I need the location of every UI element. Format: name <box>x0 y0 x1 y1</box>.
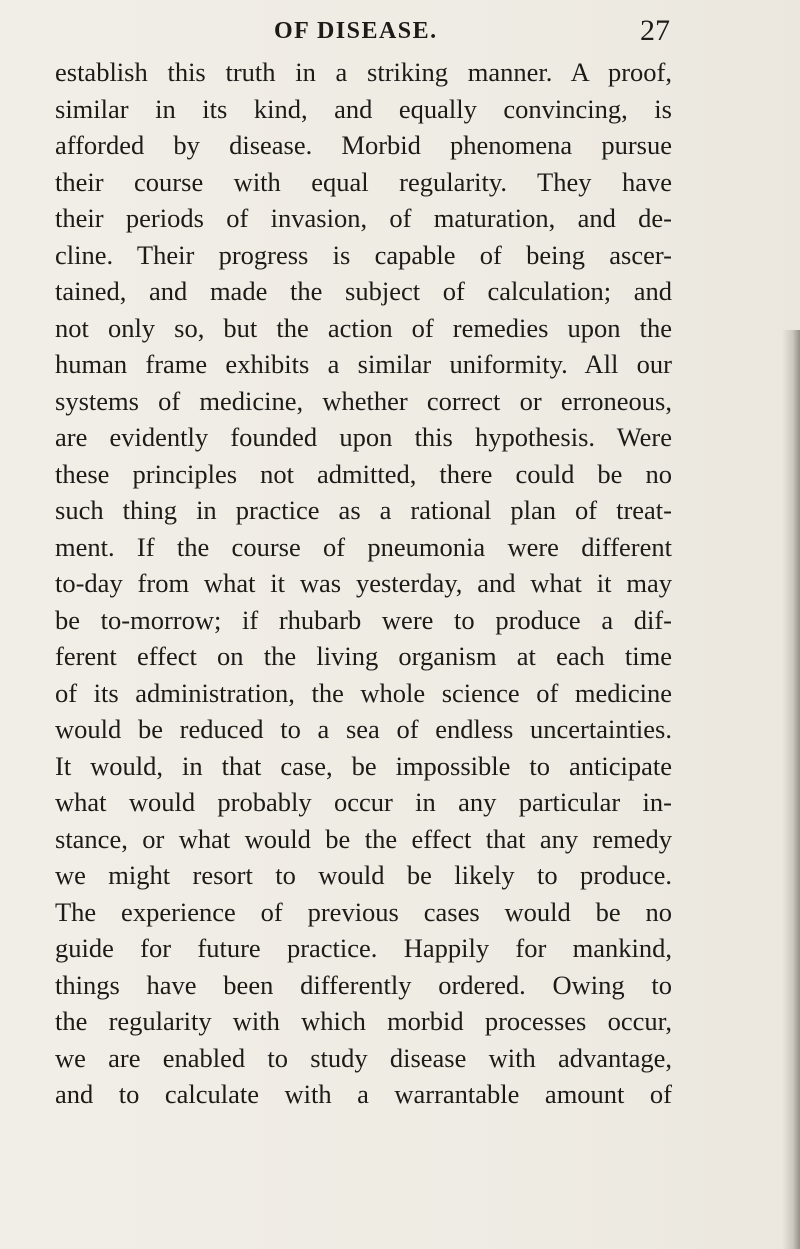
text-line: the regularity with which morbid processes occur, <box>55 1006 672 1036</box>
text-line: we are enabled to study disease with advantage, <box>55 1042 672 1073</box>
text-line: things have been differently ordered. Owing to <box>55 969 672 1000</box>
text-line: ferent effect on the living organism at each time <box>55 641 672 671</box>
body-text <box>55 54 672 1113</box>
page-edge-shadow <box>782 330 800 1249</box>
text-line: would be reduced to a sea of endless uncertainties. <box>55 714 672 744</box>
page-number: 27 <box>640 14 670 47</box>
running-head-title: OF DISEASE. <box>274 18 438 44</box>
text-line: their course with equal regularity. They have <box>55 166 672 197</box>
running-head <box>0 10 800 50</box>
text-line: we might resort to would be likely to produce. <box>55 860 672 890</box>
text-line: guide for future practice. Happily for mankind, <box>55 933 672 963</box>
text-line: systems of medicine, whether correct or erroneous, <box>55 385 672 416</box>
text-line: of its administration, the whole science of medicine <box>55 677 672 708</box>
text-line: cline. Their progress is capable of being ascer- <box>55 239 672 270</box>
text-line: be to-morrow; if rhubarb were to produce a dif- <box>55 604 672 635</box>
text-line: not only so, but the action of remedies upon the <box>55 312 672 343</box>
text-line: and to calculate with a warrantable amount of <box>55 1079 672 1109</box>
text-line: are evidently founded upon this hypothesis. Were <box>55 422 672 452</box>
text-line: human frame exhibits a similar uniformity. All our <box>55 349 672 379</box>
text-line: tained, and made the subject of calculation; and <box>55 276 672 306</box>
text-line: establish this truth in a striking manner. A proof, <box>55 57 672 87</box>
text-line: ment. If the course of pneumonia were different <box>55 531 672 562</box>
text-line: The experience of previous cases would be no <box>55 896 672 927</box>
text-line: to-day from what it was yesterday, and what it may <box>55 568 672 598</box>
text-line: It would, in that case, be impossible to anticipate <box>55 750 672 781</box>
text-line: what would probably occur in any particular in- <box>55 787 672 817</box>
text-line: their periods of invasion, of maturation, and de- <box>55 203 672 233</box>
text-line: similar in its kind, and equally convincing, is <box>55 93 672 124</box>
text-line: these principles not admitted, there could be no <box>55 458 672 489</box>
text-line: such thing in practice as a rational plan of treat- <box>55 495 672 525</box>
text-line: afforded by disease. Morbid phenomena pursue <box>55 130 672 160</box>
text-line: stance, or what would be the effect that any remedy <box>55 823 672 854</box>
